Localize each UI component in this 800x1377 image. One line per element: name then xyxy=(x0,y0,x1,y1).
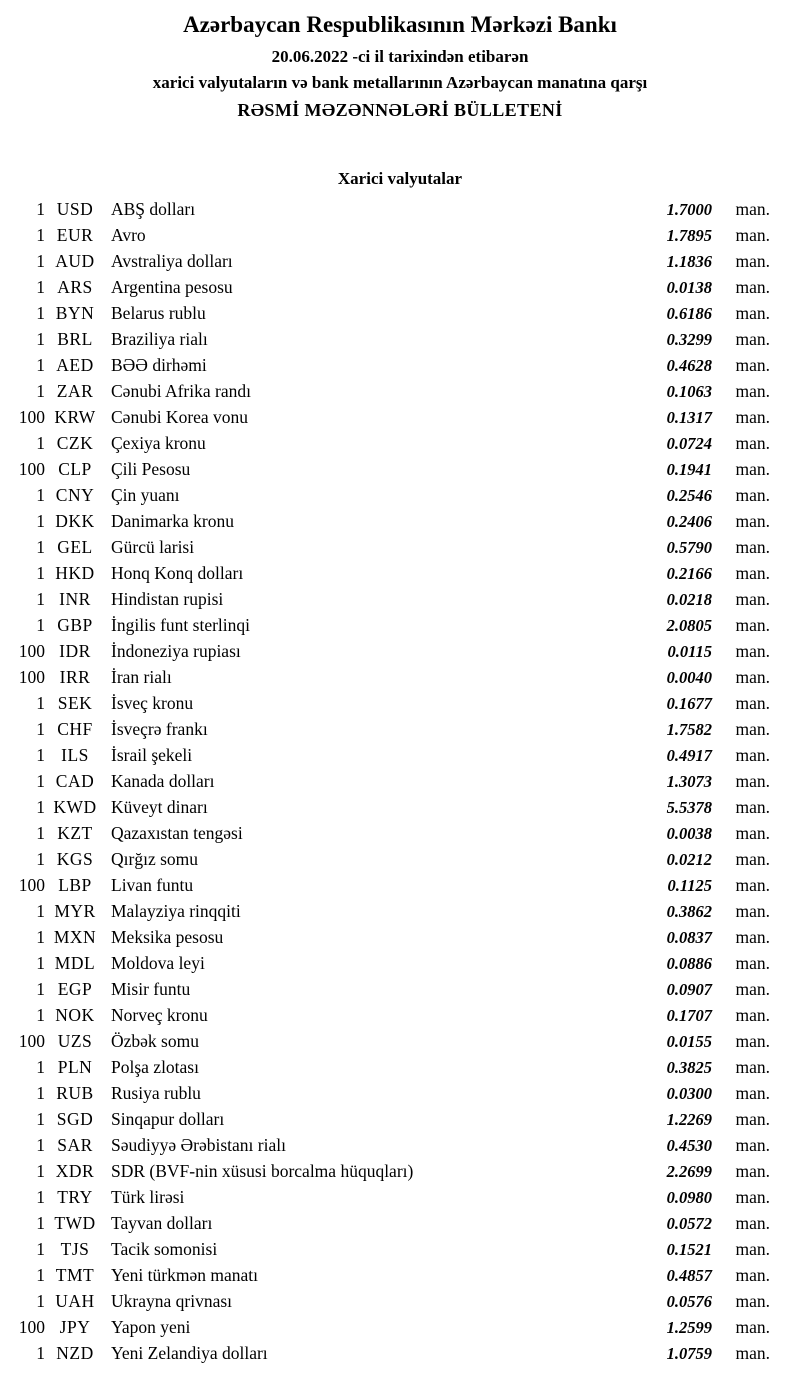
currency-name: Belarus rublu xyxy=(111,303,206,323)
rate-row xyxy=(0,1239,800,1265)
quantity: 1 xyxy=(36,719,45,739)
rate-value: 1.7000 xyxy=(666,200,712,219)
quantity: 100 xyxy=(18,459,45,479)
currency-name: Meksika pesosu xyxy=(111,927,224,947)
unit-label: man. xyxy=(735,927,770,947)
quantity: 1 xyxy=(36,277,45,297)
rate-value: 0.0886 xyxy=(666,954,712,973)
quantity: 1 xyxy=(36,381,45,401)
rate-value: 1.1836 xyxy=(666,252,712,271)
currency-code: NOK xyxy=(55,1005,95,1025)
currency-name: Avstraliya dolları xyxy=(111,251,233,271)
rate-value: 1.2269 xyxy=(666,1110,712,1129)
bulletin-subtitle: xarici valyutaların və bank metallarının Azərbaycan manatına qarşı xyxy=(152,73,648,92)
currency-code: CLP xyxy=(58,459,92,479)
currency-code: USD xyxy=(56,199,94,219)
rate-row xyxy=(0,355,800,381)
unit-label: man. xyxy=(735,1317,770,1337)
currency-code: EUR xyxy=(56,225,94,245)
currency-code: DKK xyxy=(55,511,95,531)
rate-value: 0.0138 xyxy=(666,278,712,297)
rate-row xyxy=(0,511,800,537)
currency-name: İsrail şekeli xyxy=(111,745,193,765)
rate-value: 1.7895 xyxy=(666,226,712,245)
currency-name: Cənubi Afrika randı xyxy=(111,381,251,401)
quantity: 1 xyxy=(36,485,45,505)
currency-name: Rusiya rublu xyxy=(111,1083,201,1103)
exchange-rates-table xyxy=(0,199,800,1369)
rate-row xyxy=(0,1187,800,1213)
currency-name: Polşa zlotası xyxy=(111,1057,199,1077)
unit-label: man. xyxy=(735,251,770,271)
rate-value: 0.2166 xyxy=(666,564,712,583)
currency-code: CHF xyxy=(57,719,93,739)
unit-label: man. xyxy=(735,329,770,349)
currency-code: GBP xyxy=(57,615,93,635)
unit-label: man. xyxy=(735,797,770,817)
rate-value: 0.6186 xyxy=(666,304,712,323)
quantity: 1 xyxy=(36,1135,45,1155)
unit-label: man. xyxy=(735,589,770,609)
rate-row xyxy=(0,875,800,901)
quantity: 1 xyxy=(36,1265,45,1285)
quantity: 100 xyxy=(18,1031,45,1051)
unit-label: man. xyxy=(735,303,770,323)
unit-label: man. xyxy=(735,563,770,583)
quantity: 1 xyxy=(36,589,45,609)
rate-row xyxy=(0,563,800,589)
currency-name: Yeni türkmən manatı xyxy=(111,1265,258,1285)
unit-label: man. xyxy=(735,615,770,635)
currency-code: ILS xyxy=(61,745,89,765)
currency-code: JPY xyxy=(59,1317,91,1337)
rate-value: 0.1125 xyxy=(667,876,712,895)
rate-value: 0.4628 xyxy=(666,356,712,375)
rate-row xyxy=(0,303,800,329)
rate-row xyxy=(0,1083,800,1109)
rate-value: 0.0212 xyxy=(666,850,712,869)
unit-label: man. xyxy=(735,693,770,713)
quantity: 1 xyxy=(36,225,45,245)
currency-name: İsveçrə frankı xyxy=(111,719,208,739)
unit-label: man. xyxy=(735,745,770,765)
quantity: 100 xyxy=(18,875,45,895)
unit-label: man. xyxy=(735,433,770,453)
rate-value: 0.4530 xyxy=(666,1136,712,1155)
quantity: 1 xyxy=(36,901,45,921)
unit-label: man. xyxy=(735,901,770,921)
rate-row xyxy=(0,251,800,277)
currency-code: HKD xyxy=(55,563,95,583)
quantity: 1 xyxy=(36,1161,45,1181)
currency-name: Malayziya rinqqiti xyxy=(111,901,241,921)
rate-row xyxy=(0,771,800,797)
quantity: 1 xyxy=(36,355,45,375)
unit-label: man. xyxy=(735,771,770,791)
currency-code: EGP xyxy=(57,979,93,999)
rate-row xyxy=(0,199,800,225)
rate-value: 2.0805 xyxy=(666,616,712,635)
rate-value: 0.3862 xyxy=(666,902,712,921)
currency-name: Sinqapur dolları xyxy=(111,1109,225,1129)
currency-name: Braziliya rialı xyxy=(111,329,208,349)
quantity: 1 xyxy=(36,1005,45,1025)
currency-code: IRR xyxy=(59,667,91,687)
rate-value: 1.3073 xyxy=(666,772,712,791)
section-title-foreign-currencies: Xarici valyutalar xyxy=(337,169,463,188)
currency-code: MYR xyxy=(54,901,96,921)
currency-name: Səudiyyə Ərəbistanı rialı xyxy=(111,1135,286,1155)
currency-code: BYN xyxy=(55,303,95,323)
rate-row xyxy=(0,823,800,849)
rate-row xyxy=(0,381,800,407)
currency-name: Tayvan dolları xyxy=(111,1213,213,1233)
currency-code: KGS xyxy=(56,849,94,869)
unit-label: man. xyxy=(735,407,770,427)
rate-row xyxy=(0,537,800,563)
rate-value: 0.0218 xyxy=(666,590,712,609)
currency-code: CAD xyxy=(55,771,95,791)
rate-value: 0.1677 xyxy=(666,694,712,713)
quantity: 1 xyxy=(36,1213,45,1233)
rate-value: 0.1063 xyxy=(666,382,712,401)
rate-row xyxy=(0,1213,800,1239)
rate-row xyxy=(0,1317,800,1343)
rate-row xyxy=(0,901,800,927)
quantity: 1 xyxy=(36,1239,45,1259)
unit-label: man. xyxy=(735,1265,770,1285)
bulletin-title: RƏSMİ MƏZƏNNƏLƏRİ BÜLLETENİ xyxy=(237,100,563,120)
unit-label: man. xyxy=(735,719,770,739)
rate-value: 0.0724 xyxy=(666,434,712,453)
currency-code: LBP xyxy=(58,875,92,895)
rate-row xyxy=(0,1135,800,1161)
bulletin-header xyxy=(0,12,800,121)
currency-code: TMT xyxy=(55,1265,95,1285)
unit-label: man. xyxy=(735,1083,770,1103)
currency-name: Moldova leyi xyxy=(111,953,205,973)
unit-label: man. xyxy=(735,1109,770,1129)
currency-code: KRW xyxy=(54,407,96,427)
quantity: 1 xyxy=(36,927,45,947)
currency-name: İsveç kronu xyxy=(111,693,194,713)
currency-code: TRY xyxy=(57,1187,93,1207)
currency-code: NZD xyxy=(56,1343,94,1363)
quantity: 1 xyxy=(36,979,45,999)
unit-label: man. xyxy=(735,875,770,895)
rate-value: 1.7582 xyxy=(666,720,712,739)
rate-row xyxy=(0,927,800,953)
quantity: 1 xyxy=(36,433,45,453)
currency-code: UZS xyxy=(57,1031,93,1051)
rate-value: 0.0837 xyxy=(666,928,712,947)
currency-code: KWD xyxy=(53,797,97,817)
quantity: 100 xyxy=(18,407,45,427)
currency-name: Çin yuanı xyxy=(111,485,180,505)
unit-label: man. xyxy=(735,537,770,557)
currency-name: Türk lirəsi xyxy=(111,1187,185,1207)
unit-label: man. xyxy=(735,1057,770,1077)
currency-code: TJS xyxy=(60,1239,90,1259)
unit-label: man. xyxy=(735,511,770,531)
rate-value: 0.0572 xyxy=(666,1214,712,1233)
rate-row xyxy=(0,615,800,641)
quantity: 1 xyxy=(36,303,45,323)
quantity: 1 xyxy=(36,745,45,765)
unit-label: man. xyxy=(735,953,770,973)
currency-name: Küveyt dinarı xyxy=(111,797,208,817)
rate-value: 0.3299 xyxy=(666,330,712,349)
quantity: 1 xyxy=(36,563,45,583)
unit-label: man. xyxy=(735,355,770,375)
rate-value: 0.4917 xyxy=(666,746,712,765)
currency-name: Honq Konq dolları xyxy=(111,563,244,583)
currency-name: Qırğız somu xyxy=(111,849,199,869)
unit-label: man. xyxy=(735,381,770,401)
rate-value: 0.0980 xyxy=(666,1188,712,1207)
rate-row xyxy=(0,1161,800,1187)
rate-row xyxy=(0,485,800,511)
rate-value: 0.0040 xyxy=(666,668,712,687)
currency-name: İran rialı xyxy=(111,667,172,687)
currency-code: CZK xyxy=(56,433,94,453)
rate-row xyxy=(0,797,800,823)
currency-code: AUD xyxy=(55,251,95,271)
currency-name: Özbək somu xyxy=(111,1031,199,1051)
unit-label: man. xyxy=(735,1239,770,1259)
rate-row xyxy=(0,459,800,485)
rate-row xyxy=(0,1343,800,1369)
rate-value: 0.0907 xyxy=(666,980,712,999)
rate-row xyxy=(0,433,800,459)
quantity: 1 xyxy=(36,1109,45,1129)
rate-value: 0.2406 xyxy=(666,512,712,531)
rate-value: 1.0759 xyxy=(666,1344,712,1363)
rate-value: 0.2546 xyxy=(666,486,712,505)
unit-label: man. xyxy=(735,199,770,219)
currency-code: GEL xyxy=(57,537,93,557)
currency-code: SGD xyxy=(56,1109,94,1129)
rate-value: 0.0038 xyxy=(666,824,712,843)
currency-name: Tacik somonisi xyxy=(111,1239,218,1259)
rate-value: 0.1707 xyxy=(666,1006,712,1025)
rate-row xyxy=(0,849,800,875)
currency-code: ARS xyxy=(57,277,93,297)
currency-name: SDR (BVF-nin xüsusi borcalma hüquqları) xyxy=(111,1161,414,1181)
unit-label: man. xyxy=(735,1187,770,1207)
unit-label: man. xyxy=(735,641,770,661)
currency-code: UAH xyxy=(55,1291,95,1311)
quantity: 1 xyxy=(36,199,45,219)
currency-name: Avro xyxy=(111,225,146,245)
rate-row xyxy=(0,225,800,251)
rate-row xyxy=(0,1265,800,1291)
currency-code: MXN xyxy=(53,927,97,947)
rate-value: 0.0576 xyxy=(666,1292,712,1311)
rate-value: 1.2599 xyxy=(666,1318,712,1337)
rate-value: 2.2699 xyxy=(666,1162,712,1181)
rate-value: 0.0155 xyxy=(666,1032,712,1051)
currency-code: XDR xyxy=(55,1161,95,1181)
quantity: 1 xyxy=(36,1343,45,1363)
currency-name: Ukrayna qrivnası xyxy=(111,1291,233,1311)
currency-code: AED xyxy=(56,355,94,375)
quantity: 100 xyxy=(18,667,45,687)
currency-name: Hindistan rupisi xyxy=(111,589,224,609)
rate-value: 0.1941 xyxy=(666,460,712,479)
rate-row xyxy=(0,407,800,433)
quantity: 1 xyxy=(36,1057,45,1077)
unit-label: man. xyxy=(735,979,770,999)
quantity: 1 xyxy=(36,953,45,973)
unit-label: man. xyxy=(735,277,770,297)
currency-code: TWD xyxy=(54,1213,96,1233)
currency-name: Kanada dolları xyxy=(111,771,215,791)
currency-code: BRL xyxy=(57,329,93,349)
quantity: 1 xyxy=(36,537,45,557)
unit-label: man. xyxy=(735,667,770,687)
rate-row xyxy=(0,953,800,979)
quantity: 1 xyxy=(36,1083,45,1103)
currency-code: MDL xyxy=(54,953,96,973)
rate-value: 0.4857 xyxy=(666,1266,712,1285)
rate-row xyxy=(0,641,800,667)
currency-name: Danimarka kronu xyxy=(111,511,234,531)
rate-value: 0.1521 xyxy=(666,1240,712,1259)
quantity: 1 xyxy=(36,1187,45,1207)
currency-name: Qazaxıstan tengəsi xyxy=(111,823,243,843)
unit-label: man. xyxy=(735,225,770,245)
quantity: 1 xyxy=(36,251,45,271)
quantity: 1 xyxy=(36,771,45,791)
quantity: 1 xyxy=(36,511,45,531)
currency-code: RUB xyxy=(56,1083,94,1103)
unit-label: man. xyxy=(735,459,770,479)
rate-row xyxy=(0,1109,800,1135)
quantity: 100 xyxy=(18,1317,45,1337)
rate-row xyxy=(0,1291,800,1317)
quantity: 100 xyxy=(18,641,45,661)
rate-value: 5.5378 xyxy=(666,798,712,817)
currency-code: KZT xyxy=(57,823,93,843)
currency-code: INR xyxy=(59,589,91,609)
currency-name: Yeni Zelandiya dolları xyxy=(111,1343,268,1363)
unit-label: man. xyxy=(735,1135,770,1155)
rate-value: 0.1317 xyxy=(666,408,712,427)
unit-label: man. xyxy=(735,1161,770,1181)
rate-value: 0.0300 xyxy=(666,1084,712,1103)
rate-row xyxy=(0,589,800,615)
rate-row xyxy=(0,745,800,771)
currency-name: BƏƏ dirhəmi xyxy=(111,355,207,375)
unit-label: man. xyxy=(735,1005,770,1025)
bank-title: Azərbaycan Respublikasının Mərkəzi Bankı xyxy=(183,12,617,37)
currency-name: Argentina pesosu xyxy=(111,277,233,297)
currency-code: IDR xyxy=(59,641,91,661)
currency-name: Yapon yeni xyxy=(111,1317,191,1337)
currency-name: Livan funtu xyxy=(111,875,194,895)
unit-label: man. xyxy=(735,485,770,505)
rate-row xyxy=(0,1031,800,1057)
effective-date-line: 20.06.2022 -ci il tarixindən etibarən xyxy=(271,47,529,66)
quantity: 1 xyxy=(36,1291,45,1311)
unit-label: man. xyxy=(735,1031,770,1051)
quantity: 1 xyxy=(36,615,45,635)
rate-row xyxy=(0,329,800,355)
currency-code: CNY xyxy=(55,485,95,505)
rate-row xyxy=(0,1057,800,1083)
rate-row xyxy=(0,667,800,693)
currency-code: ZAR xyxy=(56,381,94,401)
rate-row xyxy=(0,277,800,303)
rate-value: 0.0115 xyxy=(667,642,712,661)
rate-row xyxy=(0,719,800,745)
unit-label: man. xyxy=(735,823,770,843)
currency-name: İndoneziya rupiası xyxy=(111,641,241,661)
currency-name: Misir funtu xyxy=(111,979,191,999)
unit-label: man. xyxy=(735,1213,770,1233)
currency-name: İngilis funt sterlinqi xyxy=(111,615,251,635)
quantity: 1 xyxy=(36,823,45,843)
currency-name: Cənubi Korea vonu xyxy=(111,407,249,427)
rate-row xyxy=(0,693,800,719)
rate-row xyxy=(0,1005,800,1031)
quantity: 1 xyxy=(36,329,45,349)
currency-name: Gürcü larisi xyxy=(111,537,195,557)
quantity: 1 xyxy=(36,797,45,817)
unit-label: man. xyxy=(735,1343,770,1363)
rate-value: 0.3825 xyxy=(666,1058,712,1077)
quantity: 1 xyxy=(36,693,45,713)
currency-name: Norveç kronu xyxy=(111,1005,208,1025)
rate-value: 0.5790 xyxy=(666,538,712,557)
currency-name: ABŞ dolları xyxy=(111,199,196,219)
unit-label: man. xyxy=(735,1291,770,1311)
currency-name: Çili Pesosu xyxy=(111,459,191,479)
currency-code: PLN xyxy=(57,1057,93,1077)
currency-name: Çexiya kronu xyxy=(111,433,206,453)
rate-row xyxy=(0,979,800,1005)
quantity: 1 xyxy=(36,849,45,869)
currency-code: SEK xyxy=(57,693,93,713)
unit-label: man. xyxy=(735,849,770,869)
currency-code: SAR xyxy=(57,1135,93,1155)
